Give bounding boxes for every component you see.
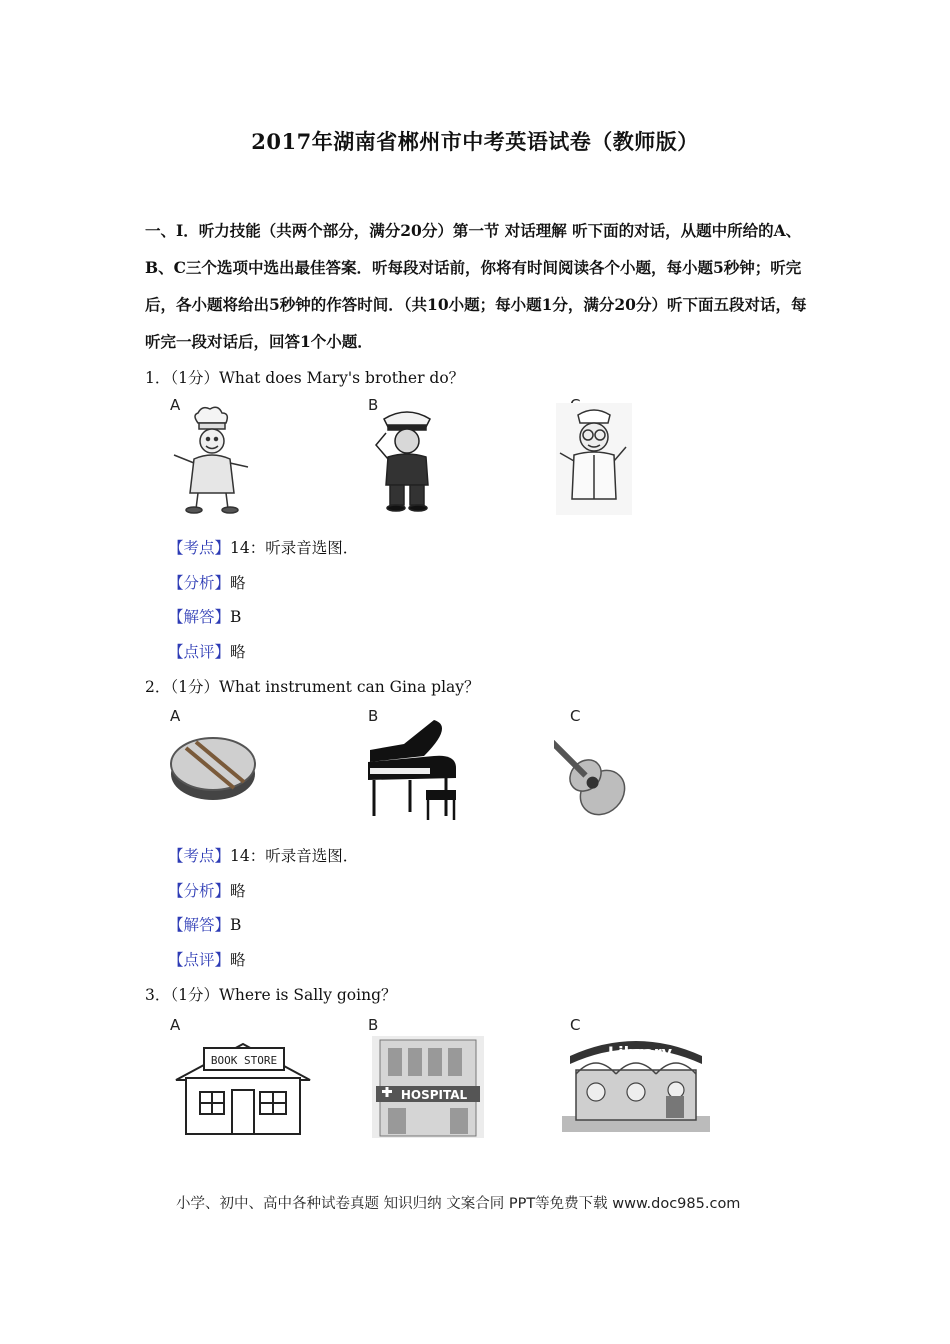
police-officer-icon xyxy=(372,405,442,515)
question-3 xyxy=(145,983,397,1005)
analysis-value: 略 xyxy=(230,643,246,661)
analysis-tag: 【解答】 xyxy=(168,916,231,934)
hospital-icon xyxy=(372,1036,484,1138)
question-text: （1分）What does Mary's brother do？ xyxy=(170,369,465,387)
question-text: （1分）Where is Sally going？ xyxy=(170,986,397,1004)
analysis-value: B xyxy=(230,916,242,934)
analysis-value: B xyxy=(230,608,242,626)
q1-analysis-fenxi xyxy=(168,571,246,593)
analysis-value: 略 xyxy=(230,574,246,592)
option-c-label: C xyxy=(570,1016,581,1034)
option-b-label: B xyxy=(368,1016,379,1034)
doctor-icon xyxy=(556,403,632,515)
piano-icon xyxy=(364,716,464,828)
footer-watermark: 小学、初中、高中各种试卷真题 知识归纳 文案合同 PPT等免费下载 www.doc985.com xyxy=(176,1196,741,1212)
analysis-value: 14：听录音选图． xyxy=(230,847,359,865)
chef-icon xyxy=(168,405,253,515)
option-b-label: B xyxy=(368,707,379,725)
analysis-value: 14：听录音选图． xyxy=(230,539,359,557)
q1-analysis-dianping xyxy=(168,640,246,662)
q2-analysis-kaodian xyxy=(168,844,358,866)
option-c-label: C xyxy=(570,707,581,725)
guitar-icon xyxy=(554,714,656,818)
q1-analysis-kaodian xyxy=(168,536,358,558)
option-a-label: A xyxy=(170,396,181,414)
analysis-tag: 【分析】 xyxy=(168,882,231,900)
analysis-tag: 【考点】 xyxy=(168,539,231,557)
question-number: 1． xyxy=(145,369,171,387)
page-title: 2017年湖南省郴州市中考英语试卷（教师版） xyxy=(251,129,699,154)
q1-analysis-jieda xyxy=(168,605,241,627)
question-1 xyxy=(145,366,464,388)
analysis-value: 略 xyxy=(230,951,246,969)
analysis-tag: 【点评】 xyxy=(168,643,231,661)
option-a-label: A xyxy=(170,1016,181,1034)
analysis-tag: 【解答】 xyxy=(168,608,231,626)
option-b-label: B xyxy=(368,396,379,414)
question-number: 2． xyxy=(145,678,171,696)
hospital-sign: HOSPITAL xyxy=(400,1088,468,1102)
q2-analysis-fenxi xyxy=(168,879,246,901)
library-icon xyxy=(562,1034,710,1134)
q2-analysis-jieda xyxy=(168,913,241,935)
bookstore-icon xyxy=(168,1030,318,1138)
question-2 xyxy=(145,675,480,697)
analysis-tag: 【考点】 xyxy=(168,847,231,865)
option-a-label: A xyxy=(170,707,181,725)
library-sign: Library xyxy=(607,1043,673,1062)
section-intro: 一、Ⅰ．听力技能（共两个部分，满分20分）第一节 对话理解 听下面的对话，从题中所给的A、B、C三个选项中选出最佳答案．听每段对话前，你将有时间阅读各个小题，每小题5秒钟；听完后，各小题将给出5秒钟的作答时间．（共10小题；每小题1分，满分20分）听下面五段对话，每听完一段对话后，回答1个小题． xyxy=(145,221,807,351)
question-number: 3． xyxy=(145,986,171,1004)
question-text: （1分）What instrument can Gina play？ xyxy=(170,678,480,696)
drum-icon xyxy=(168,726,258,806)
analysis-value: 略 xyxy=(230,882,246,900)
analysis-tag: 【分析】 xyxy=(168,574,231,592)
bookstore-sign: BOOK STORE xyxy=(210,1054,278,1067)
q2-analysis-dianping xyxy=(168,948,246,970)
analysis-tag: 【点评】 xyxy=(168,951,231,969)
